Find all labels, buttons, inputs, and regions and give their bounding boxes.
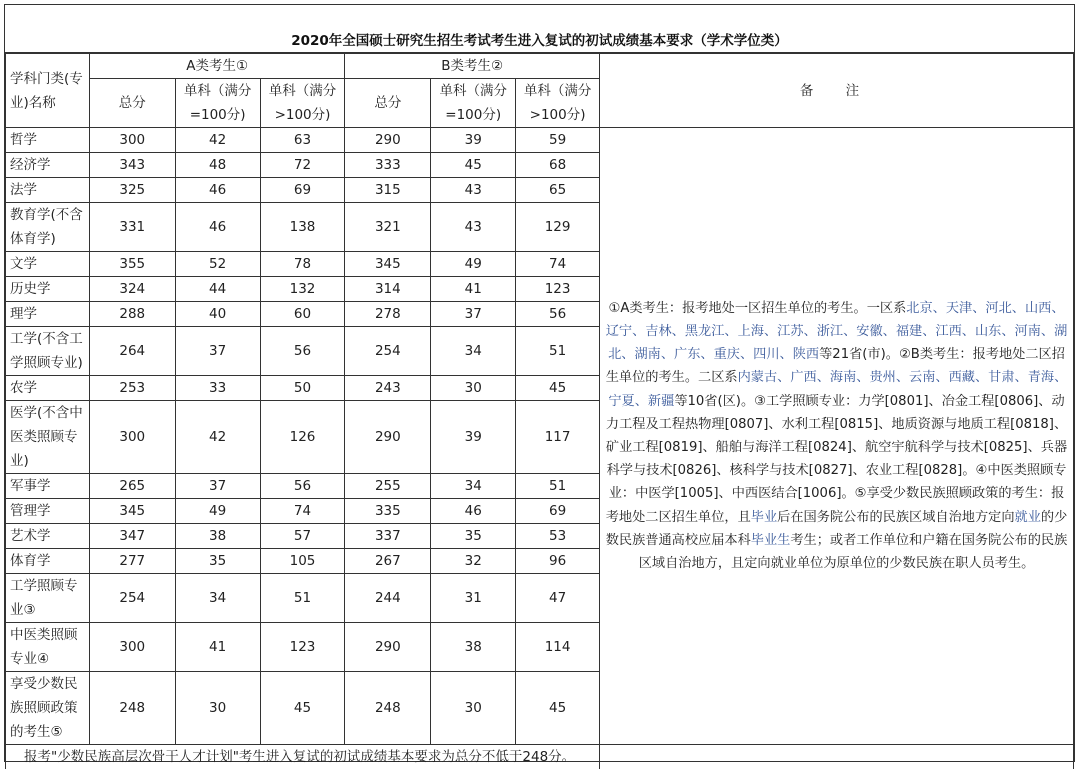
group-b-header: B类考生② [345, 54, 600, 79]
b-single-gt100-cell: 53 [516, 524, 600, 549]
b-total-cell: 267 [345, 549, 431, 574]
table-row [6, 128, 1074, 153]
a-total-cell: 345 [89, 499, 175, 524]
b-single-gt100-cell: 47 [516, 574, 600, 623]
b-single-100-cell: 31 [431, 574, 516, 623]
b-total-cell: 290 [345, 623, 431, 672]
page-title: 2020年全国硕士研究生招生考试考生进入复试的初试成绩基本要求（学术学位类） [291, 29, 788, 49]
b-single-100-cell: 30 [431, 672, 516, 745]
b-single-100-cell: 37 [431, 302, 516, 327]
b-single-gt100-cell: 114 [516, 623, 600, 672]
b-total-cell: 337 [345, 524, 431, 549]
subject-name-cell: 医学(不含中医类照顾专业) [6, 401, 90, 474]
b-single-100-cell: 34 [431, 474, 516, 499]
a-total-cell: 347 [89, 524, 175, 549]
footer-note: 报考"少数民族高层次骨干人才计划"考生进入复试的初试成绩基本要求为总分不低于248分。 [6, 745, 600, 769]
b-single-gt100-cell: 45 [516, 672, 600, 745]
b-total-cell: 278 [345, 302, 431, 327]
remark-text: 的少数民族普通高校应届本科 [606, 510, 1068, 548]
subject-name-cell: 农学 [6, 376, 90, 401]
a-single-100-cell: 52 [175, 252, 260, 277]
b-total-cell: 333 [345, 153, 431, 178]
b-single-gt100-cell: 45 [516, 376, 600, 401]
a-single-gt100-cell: 74 [260, 499, 345, 524]
a-total-cell: 331 [89, 203, 175, 252]
a-total-cell: 265 [89, 474, 175, 499]
a-total-cell: 300 [89, 401, 175, 474]
region-highlight-text: 毕业 [751, 510, 777, 525]
group-a-header: A类考生① [89, 54, 345, 79]
subject-name-cell: 文学 [6, 252, 90, 277]
b-single-gt100-cell: 68 [516, 153, 600, 178]
a-single-100-cell: 46 [175, 203, 260, 252]
b-single-100-cell: 45 [431, 153, 516, 178]
b-total-cell: 255 [345, 474, 431, 499]
b-single-100-cell: 34 [431, 327, 516, 376]
a-total-cell: 325 [89, 178, 175, 203]
a-single-gt100-cell: 78 [260, 252, 345, 277]
remark-text: 后在国务院公布的民族区域自治地方定向 [777, 510, 1014, 525]
a-single-100-cell: 41 [175, 623, 260, 672]
a-single-gt100-cell: 126 [260, 401, 345, 474]
b-single-gt100-cell: 117 [516, 401, 600, 474]
b-single-100-cell: 46 [431, 499, 516, 524]
a-single-gt100-cell: 132 [260, 277, 345, 302]
b-single-100-cell: 32 [431, 549, 516, 574]
a-single-100-cell: 37 [175, 474, 260, 499]
a-single-gt100-cell: 56 [260, 327, 345, 376]
b-total-cell: 321 [345, 203, 431, 252]
b-single-gt100-cell: 74 [516, 252, 600, 277]
b-total-cell: 244 [345, 574, 431, 623]
b-single-100-cell: 39 [431, 128, 516, 153]
a-single-100-cell: 37 [175, 327, 260, 376]
a-single-100-cell: 33 [175, 376, 260, 401]
remarks-header: 备 注 [600, 54, 1074, 128]
b-total-cell: 335 [345, 499, 431, 524]
b-total-header: 总分 [345, 79, 431, 128]
a-total-cell: 343 [89, 153, 175, 178]
b-total-cell: 314 [345, 277, 431, 302]
b-single-100-cell: 43 [431, 203, 516, 252]
a-single-100-cell: 34 [175, 574, 260, 623]
subject-name-cell: 管理学 [6, 499, 90, 524]
a-total-header: 总分 [89, 79, 175, 128]
a-single-100-cell: 40 [175, 302, 260, 327]
b-single-100-cell: 41 [431, 277, 516, 302]
b-single-gt100-cell: 129 [516, 203, 600, 252]
subject-name-cell: 工学(不含工学照顾专业) [6, 327, 90, 376]
a-single-gt100-cell: 45 [260, 672, 345, 745]
subject-name-cell: 工学照顾专业③ [6, 574, 90, 623]
a-total-cell: 324 [89, 277, 175, 302]
a-single-gt100-header: 单科（满分>100分) [260, 79, 345, 128]
a-total-cell: 254 [89, 574, 175, 623]
region-highlight-text: 毕业生 [751, 533, 791, 548]
a-single-gt100-cell: 63 [260, 128, 345, 153]
b-single-gt100-cell: 51 [516, 327, 600, 376]
region-highlight-text: 内蒙古、广西、海南、贵州、云南、西藏、甘肃、青海、宁夏、新疆 [608, 370, 1067, 408]
b-single-gt100-cell: 123 [516, 277, 600, 302]
b-single-gt100-cell: 51 [516, 474, 600, 499]
a-single-gt100-cell: 69 [260, 178, 345, 203]
a-single-100-cell: 42 [175, 401, 260, 474]
a-single-100-cell: 42 [175, 128, 260, 153]
subject-name-cell: 哲学 [6, 128, 90, 153]
a-total-cell: 253 [89, 376, 175, 401]
b-total-cell: 254 [345, 327, 431, 376]
a-single-100-cell: 48 [175, 153, 260, 178]
subject-name-cell: 法学 [6, 178, 90, 203]
subject-name-cell: 经济学 [6, 153, 90, 178]
a-single-gt100-cell: 123 [260, 623, 345, 672]
b-single-100-cell: 39 [431, 401, 516, 474]
a-single-100-cell: 30 [175, 672, 260, 745]
remark-text: 等10省(区)。③工学照顾专业：力学[0801]、冶金工程[0806]、动力工程及工程热物理[0807]、水利工程[0815]、地质资源与地质工程[0818]、矿业工程[0819]、船舶与海洋工程[0824]、航空宇航科学与技术[0825]、兵器科学与技术[0826]、核科学与技术[0827]、农业工程[0828]。④中医类照顾专业：中医学[1005]、中西医结合[1006]。⑤享受少数民族照顾政策的考生：报考地处二区招生单位，且 [606, 394, 1067, 525]
b-single-100-cell: 49 [431, 252, 516, 277]
subject-name-cell: 历史学 [6, 277, 90, 302]
subject-name-cell: 教育学(不含体育学) [6, 203, 90, 252]
b-single-100-cell: 35 [431, 524, 516, 549]
a-single-gt100-cell: 57 [260, 524, 345, 549]
a-single-100-cell: 35 [175, 549, 260, 574]
a-single-100-cell: 44 [175, 277, 260, 302]
subject-name-cell: 享受少数民族照顾政策的考生⑤ [6, 672, 90, 745]
a-single-gt100-cell: 105 [260, 549, 345, 574]
b-total-cell: 290 [345, 128, 431, 153]
b-single-gt100-cell: 56 [516, 302, 600, 327]
region-highlight-text: 北京、天津、河北、山西、辽宁、吉林、黑龙江、上海、江苏、浙江、安徽、福建、江西、山东、河南、湖北、湖南、广东、重庆、四川、陕西 [606, 301, 1068, 362]
b-single-gt100-cell: 65 [516, 178, 600, 203]
a-total-cell: 288 [89, 302, 175, 327]
b-total-cell: 290 [345, 401, 431, 474]
a-total-cell: 300 [89, 128, 175, 153]
subject-header: 学科门类(专业)名称 [6, 54, 90, 128]
b-total-cell: 243 [345, 376, 431, 401]
b-single-100-header: 单科（满分=100分) [431, 79, 516, 128]
a-total-cell: 300 [89, 623, 175, 672]
subject-name-cell: 艺术学 [6, 524, 90, 549]
region-highlight-text: 就业 [1015, 510, 1041, 525]
b-total-cell: 345 [345, 252, 431, 277]
subject-name-cell: 理学 [6, 302, 90, 327]
b-single-100-cell: 38 [431, 623, 516, 672]
a-single-gt100-cell: 72 [260, 153, 345, 178]
a-total-cell: 355 [89, 252, 175, 277]
b-single-gt100-cell: 69 [516, 499, 600, 524]
a-total-cell: 277 [89, 549, 175, 574]
b-total-cell: 248 [345, 672, 431, 745]
subject-name-cell: 体育学 [6, 549, 90, 574]
footer-row [6, 745, 1074, 769]
b-single-gt100-cell: 59 [516, 128, 600, 153]
a-single-100-header: 单科（满分=100分) [175, 79, 260, 128]
a-single-100-cell: 46 [175, 178, 260, 203]
remark-text: 等21省(市)。②B类考生：报考地处二区招生单位的考生。二区系 [606, 347, 1065, 385]
a-total-cell: 248 [89, 672, 175, 745]
a-single-gt100-cell: 60 [260, 302, 345, 327]
score-table [5, 53, 1074, 769]
subject-name-cell: 军事学 [6, 474, 90, 499]
b-single-gt100-header: 单科（满分>100分) [516, 79, 600, 128]
a-single-gt100-cell: 51 [260, 574, 345, 623]
remarks-cell [600, 128, 1074, 745]
score-requirements-table [4, 4, 1075, 762]
title-row [5, 5, 1074, 53]
a-single-gt100-cell: 56 [260, 474, 345, 499]
a-single-gt100-cell: 138 [260, 203, 345, 252]
a-total-cell: 264 [89, 327, 175, 376]
a-single-gt100-cell: 50 [260, 376, 345, 401]
subject-name-cell: 中医类照顾专业④ [6, 623, 90, 672]
b-single-100-cell: 30 [431, 376, 516, 401]
remark-text: ①A类考生：报考地处一区招生单位的考生。一区系 [609, 301, 907, 316]
b-total-cell: 315 [345, 178, 431, 203]
remark-text: 考生；或者工作单位和户籍在国务院公布的民族区域自治地方，且定向就业单位为原单位的少数民族在职人员考生。 [639, 533, 1068, 571]
a-single-100-cell: 49 [175, 499, 260, 524]
b-single-gt100-cell: 96 [516, 549, 600, 574]
b-single-100-cell: 43 [431, 178, 516, 203]
blank-cell [600, 745, 1074, 769]
a-single-100-cell: 38 [175, 524, 260, 549]
